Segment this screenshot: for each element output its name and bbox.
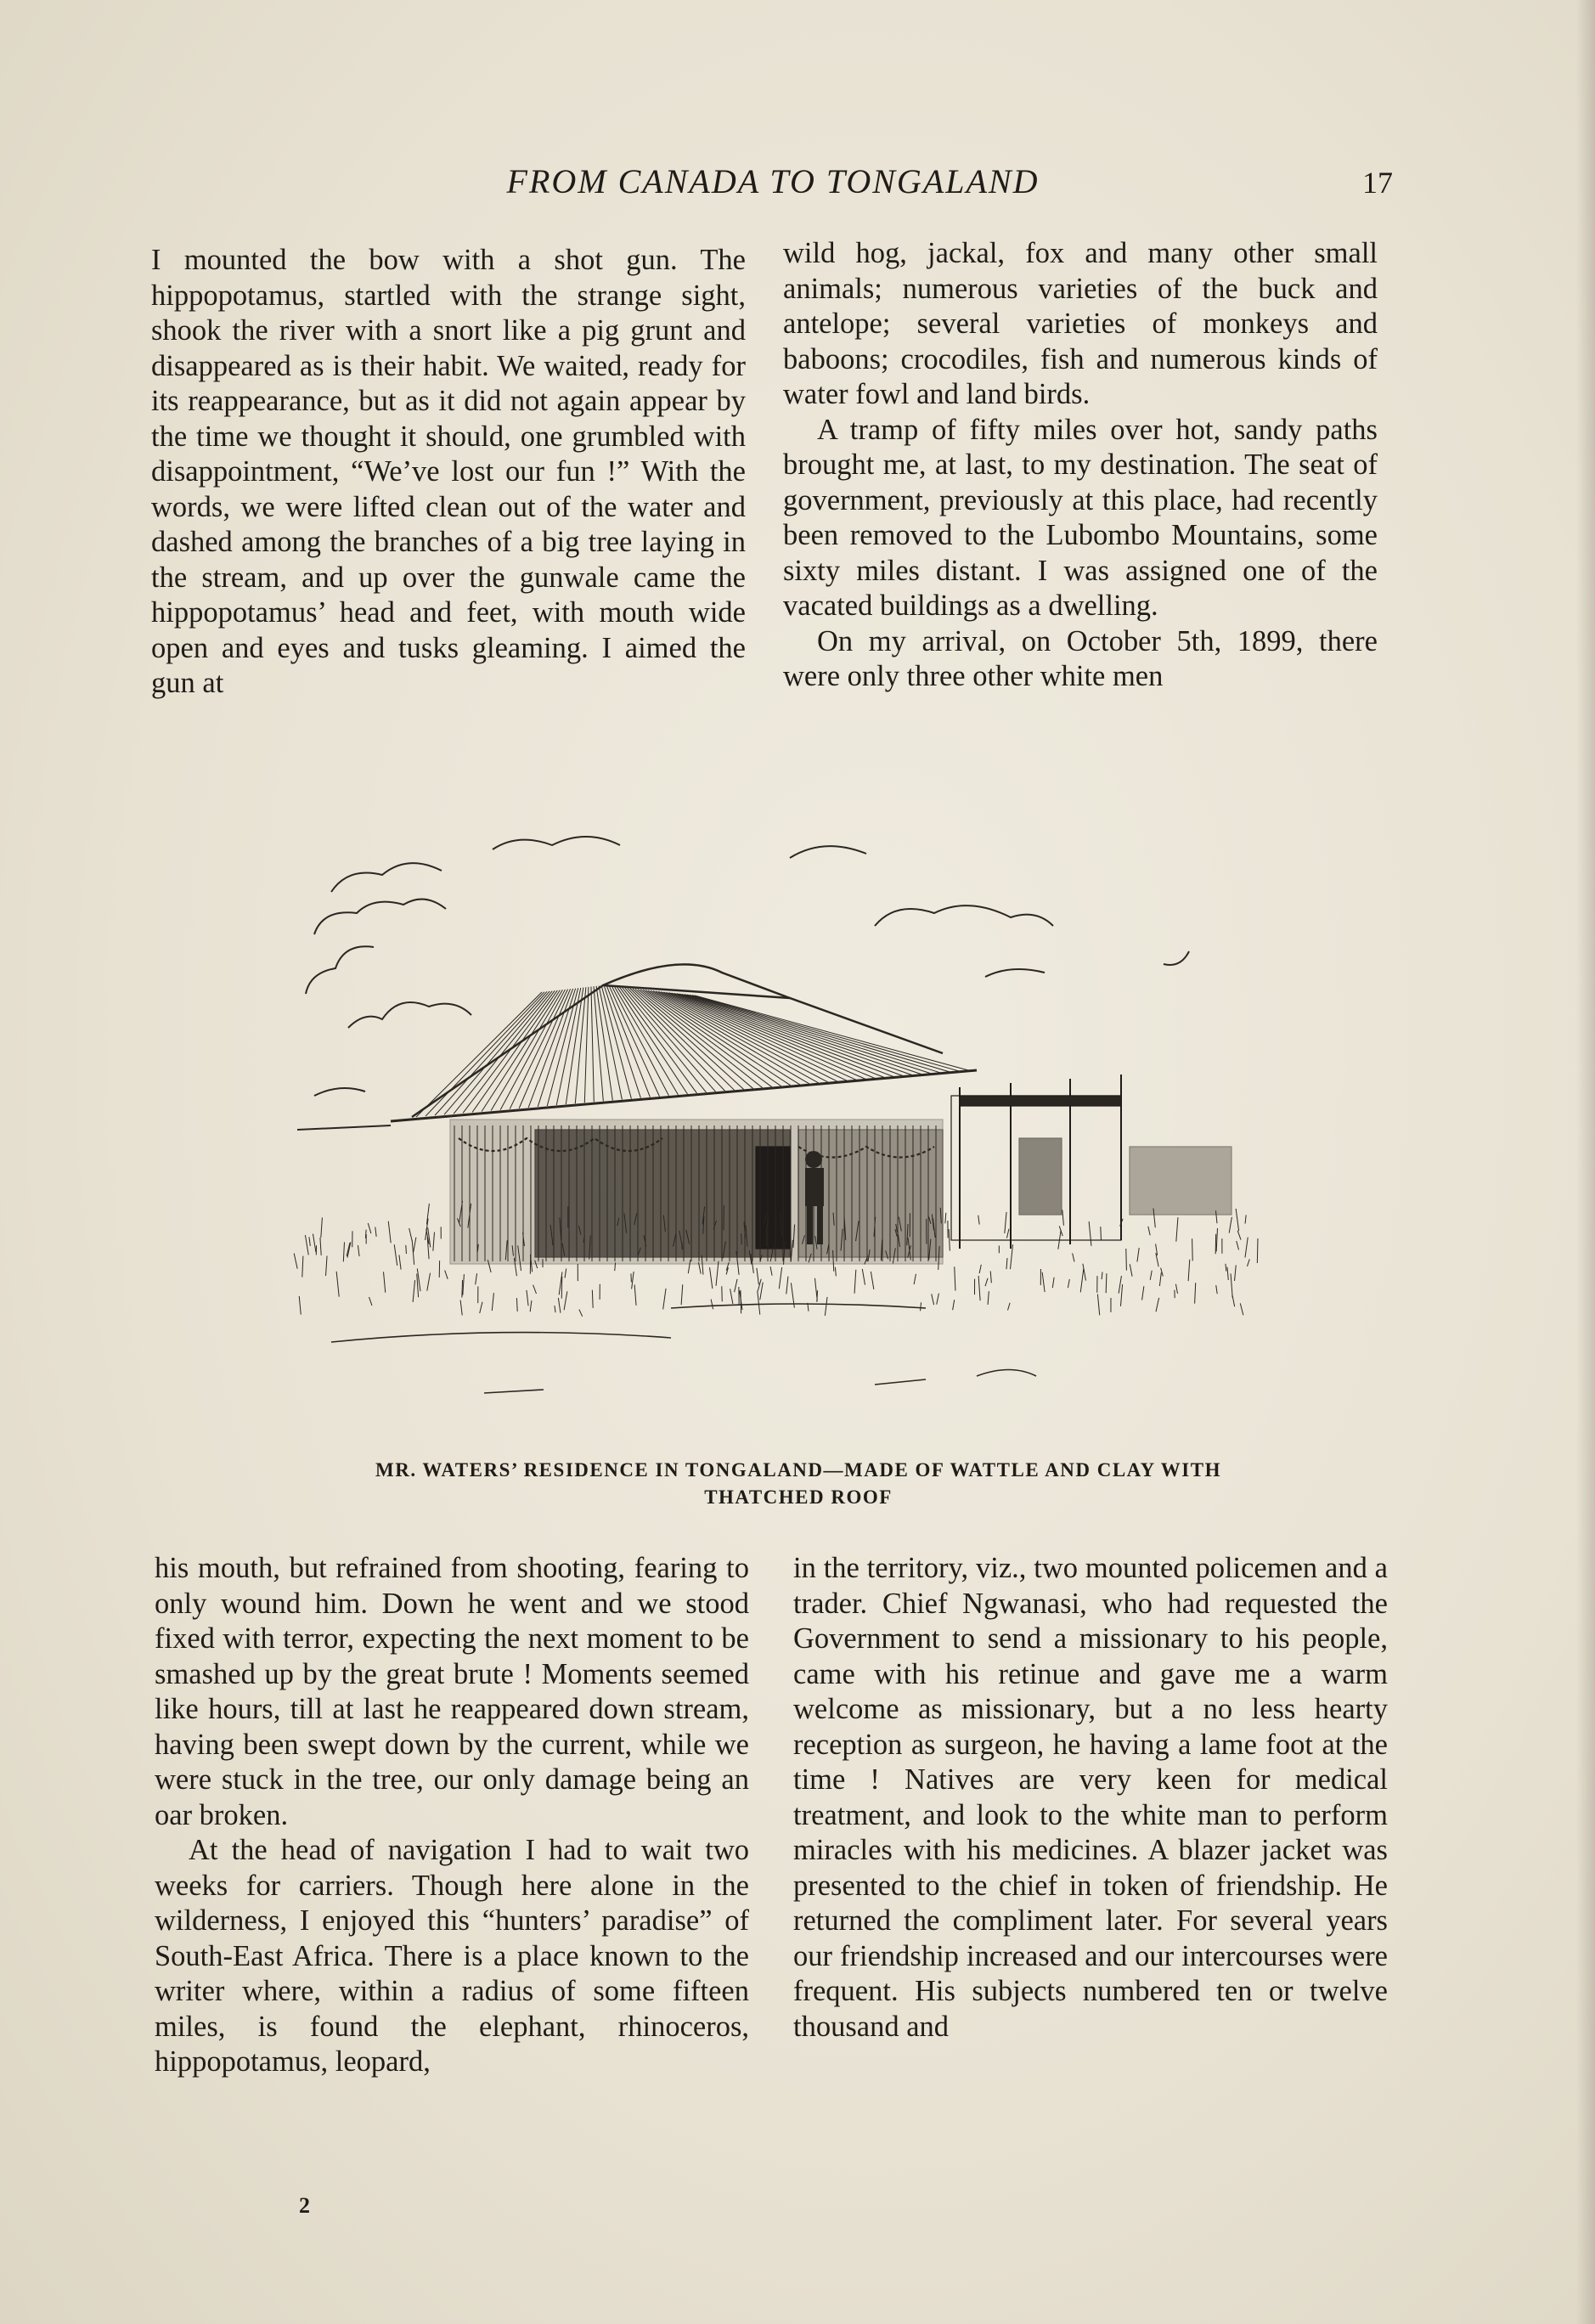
left-column-top: [151, 243, 746, 702]
signature-mark: 2: [299, 2193, 310, 2218]
thatched-house-drawing: [280, 824, 1291, 1436]
caption-line: MR. WATERS’ RESIDENCE IN TONGALAND—MADE OF WATTLE AND CLAY WITH: [375, 1459, 1221, 1481]
running-title: FROM CANADA TO TONGALAND: [506, 162, 1040, 200]
paragraph: On my arrival, on October 5th, 1899, there were only three other white men: [783, 624, 1378, 692]
paragraph: At the head of navigation I had to wait two weeks for carriers. Though here alone in the wilderness, I enjoyed this “hunters’ paradise” of South-East Africa. There is a place known to the writer where, within a radius of some fifteen miles, is found the elephant, rhinoceros, hippopotamus, leopard,: [155, 1834, 749, 2078]
page-number: 17: [1362, 166, 1393, 200]
page-edge-shadow: [1576, 0, 1595, 2324]
paragraph: his mouth, but refrained from shooting, fearing to only wound him. Down he went and we stood fixed with terror, expecting the next moment to be smashed up by the great brute ! Moments seemed like hours, till at last he reappeared down stream, having been swept down by the current, while we were stuck in the tree, our only damage being an oar broken.: [155, 1552, 749, 1831]
figure-caption: [212, 1457, 1384, 1511]
caption-line: THATCHED ROOF: [704, 1486, 893, 1508]
right-column-top: [783, 236, 1378, 695]
house-illustration: [280, 824, 1291, 1436]
roof-thatch: [391, 964, 977, 1121]
paragraph: A tramp of fifty miles over hot, sandy paths brought me, at last, to my destination. The seat of government, previously at this place, had recently been removed to the Lubombo Mountains, some sixty miles distant. I was assigned one of the vacated buildings as a dwelling.: [783, 413, 1378, 622]
left-column-bottom: [155, 1551, 749, 2080]
running-head: [153, 161, 1393, 212]
paragraph: in the territory, viz., two mounted policemen and a trader. Chief Ngwanasi, who had requested the Government to send a missionary to his people, came with his retinue and gave me a warm welcome as missionary, but a no less hearty reception as surgeon, he having a lame foot at the time ! Natives are very keen for medical treatment, and look to the white man to perform miracles with his medicines. A blazer jacket was presented to the chief in token of friendship. He returned the compliment later. For several years our friendship increased and our intercourses were frequent. His subjects numbered ten or twelve thousand and: [793, 1552, 1388, 2043]
paragraph: I mounted the bow with a shot gun. The hippopotamus, startled with the strange sight, shook the river with a snort like a pig grunt and disappeared as is their habit. We waited, ready for its reappearance, but as it did not again appear by the time we thought it should, one grumbled with disappointment, “We’ve lost our fun !” With the words, we were lifted clean out of the water and dashed among the branches of a big tree laying in the stream, and up over the gunwale came the hippopotamus’ head and feet, with mouth wide open and eyes and tusks gleaming. I aimed the gun at: [151, 244, 746, 699]
paragraph: wild hog, jackal, fox and many other small animals; numerous varieties of the buck and antelope; several varieties of monkeys and baboons; crocodiles, fish and numerous kinds of water fowl and land birds.: [783, 237, 1378, 410]
right-column-bottom: [793, 1551, 1388, 2045]
house-walls: [450, 1075, 1231, 1264]
